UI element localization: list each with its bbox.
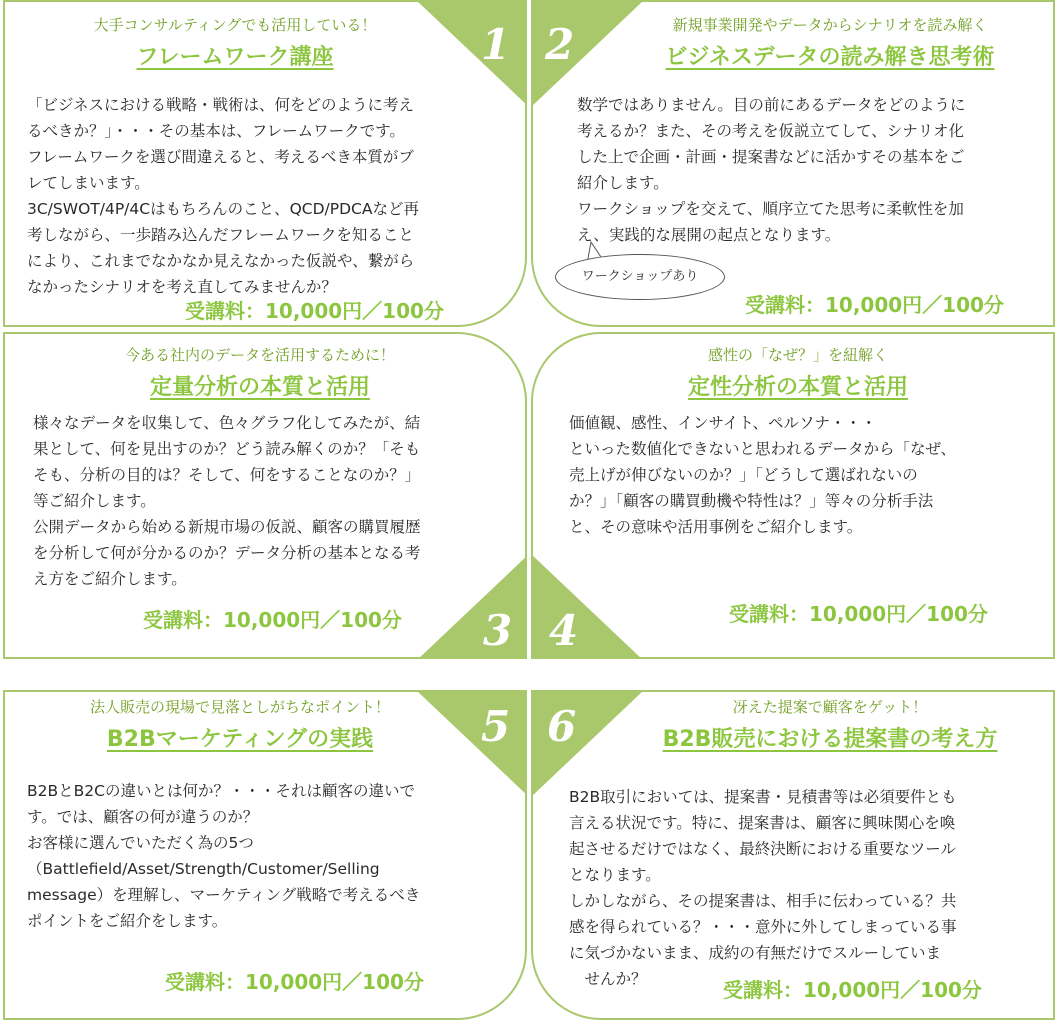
course-price: 受講料：10,000円／100分 — [143, 608, 402, 632]
card-title: 定性分析の本質と活用 — [687, 375, 908, 400]
body-line: した上で企画・計画・提案書などに活かすその基本をご — [577, 148, 965, 166]
card-title: B2Bマーケティングの実践 — [106, 727, 374, 752]
card-body — [569, 784, 1047, 992]
body-line: 「ビジネスにおける戦略・戦術は、何をどのように考え — [27, 96, 415, 114]
body-line: 3C/SWOT/4P/4Cはもちろんのこと、QCD/PDCAなど再 — [27, 200, 419, 218]
course-card-3 — [3, 332, 527, 659]
card-title: フレームワーク講座 — [136, 45, 334, 70]
workshop-bubble — [555, 254, 725, 300]
body-line: 起させるだけではなく、最終決断における重要なツール — [569, 840, 956, 858]
card-number: 1 — [481, 20, 511, 69]
card-body — [577, 92, 1047, 248]
body-line: を分析して何が分かるのか？データ分析の基本となる考 — [33, 544, 421, 562]
card-number: 2 — [545, 20, 575, 69]
body-line: 考しながら、一歩踏み込んだフレームワークを知ること — [27, 226, 414, 244]
body-line: 紹介します。 — [577, 174, 669, 192]
course-price: 受講料：10,000円／100分 — [723, 978, 982, 1002]
body-line: 売上げが伸びないのか？」「どうして選ばれないの — [569, 466, 918, 484]
course-card-6 — [531, 690, 1055, 1020]
course-price: 受講料：10,000円／100分 — [185, 299, 444, 323]
body-line: え、実践的な展開の起点となります。 — [577, 226, 841, 244]
body-line: なかったシナリオを考え直してみませんか？ — [27, 278, 337, 296]
card-title: B2B販売における提案書の考え方 — [662, 727, 998, 752]
card-body — [27, 92, 507, 300]
body-line: レてしまいます。 — [27, 174, 150, 192]
body-line: といった数値化できないと思われるデータから「なぜ、 — [569, 440, 957, 458]
body-line: 等ご紹介します。 — [33, 492, 156, 510]
card-subtitle: 今ある社内のデータを活用するために！ — [124, 346, 395, 364]
course-card-2 — [531, 0, 1055, 327]
course-price: 受講料：10,000円／100分 — [745, 293, 1004, 317]
body-line: せんか？ — [569, 970, 647, 988]
body-line: す。では、顧客の何が違うのか？ — [27, 808, 259, 826]
course-card-1 — [3, 0, 527, 327]
body-line: 様々なデータを収集して、色々グラフ化してみたが、結 — [33, 414, 421, 432]
body-line: 数学ではありません。目の前にあるデータをどのように — [577, 96, 966, 114]
body-line: るべきか？」・・・その基本は、フレームワークです。 — [27, 122, 405, 140]
card-subtitle: 冴えた提案で顧客をゲット！ — [732, 698, 928, 716]
course-price: 受講料：10,000円／100分 — [165, 970, 424, 994]
card-title: 定量分析の本質と活用 — [149, 375, 370, 400]
body-line: 価値観、感性、インサイト、ペルソナ・・・ — [569, 414, 877, 432]
card-title: ビジネスデータの読み解き思考術 — [665, 45, 995, 70]
body-line: 考えるか？また、その考えを仮説立てして、シナリオ化 — [577, 122, 965, 140]
body-line: message）を理解し、マーケティング戦略で考えるべき — [27, 886, 421, 904]
body-line: に気づかないまま、成約の有無だけでスルーしていま — [569, 944, 942, 962]
card-number: 5 — [481, 702, 511, 751]
course-card-4 — [531, 332, 1055, 659]
body-line: か？」「顧客の購買動機や特性は？」等々の分析手法 — [569, 492, 934, 510]
card-subtitle: 感性の「なぜ？」を紐解く — [707, 346, 888, 364]
body-line: 感を得られている？・・・意外に外してしまっている事 — [569, 918, 957, 936]
card-subtitle: 大手コンサルティングでも活用している！ — [93, 16, 377, 34]
card-subtitle: 新規事業開発やデータからシナリオを読み解く — [672, 16, 988, 34]
body-line: お客様に選んでいただく為の5つ — [27, 834, 254, 852]
body-line: により、これまでなかなか見えなかった仮説や、繋がら — [27, 252, 415, 270]
body-line: ワークショップを交えて、順序立てた思考に柔軟性を加 — [577, 200, 964, 218]
course-card-5 — [3, 690, 527, 1020]
course-price: 受講料：10,000円／100分 — [729, 602, 988, 626]
body-line: 言える状況です。特に、提案書は、顧客に興味関心を喚 — [569, 814, 956, 832]
card-body — [569, 410, 1039, 540]
card-subtitle: 法人販売の現場で見落としがちなポイント！ — [89, 698, 390, 716]
card-body — [33, 410, 513, 592]
bubble-label: ワークショップあり — [581, 269, 699, 284]
card-number: 6 — [547, 702, 577, 751]
card-number: 3 — [483, 606, 513, 655]
body-line: 公開データから始める新規市場の仮説、顧客の購買履歴 — [33, 518, 421, 536]
body-line: ポイントをご紹介をします。 — [27, 912, 228, 930]
body-line: となります。 — [569, 866, 661, 884]
body-line: と、その意味や活用事例をご紹介します。 — [569, 518, 863, 536]
card-body — [27, 778, 507, 934]
body-line: （Battlefield/Asset/Strength/Customer/Selling — [27, 860, 380, 878]
body-line: そも、分析の目的は？そして、何をすることなのか？」 — [33, 466, 421, 484]
body-line: え方をご紹介します。 — [33, 570, 187, 588]
card-number: 4 — [549, 606, 579, 655]
body-line: フレームワークを選び間違えると、考えるべき本質がブ — [27, 148, 414, 166]
corner-triangle — [531, 554, 644, 659]
body-line: B2BとB2Cの違いとは何か？・・・それは顧客の違いで — [27, 782, 415, 800]
body-line: 果として、何を見出すのか？どう読み解くのか？「そも — [33, 440, 421, 458]
body-line: B2B取引においては、提案書・見積書等は必須要件とも — [569, 788, 957, 806]
body-line: しかしながら、その提案書は、相手に伝わっている？共 — [569, 892, 957, 910]
